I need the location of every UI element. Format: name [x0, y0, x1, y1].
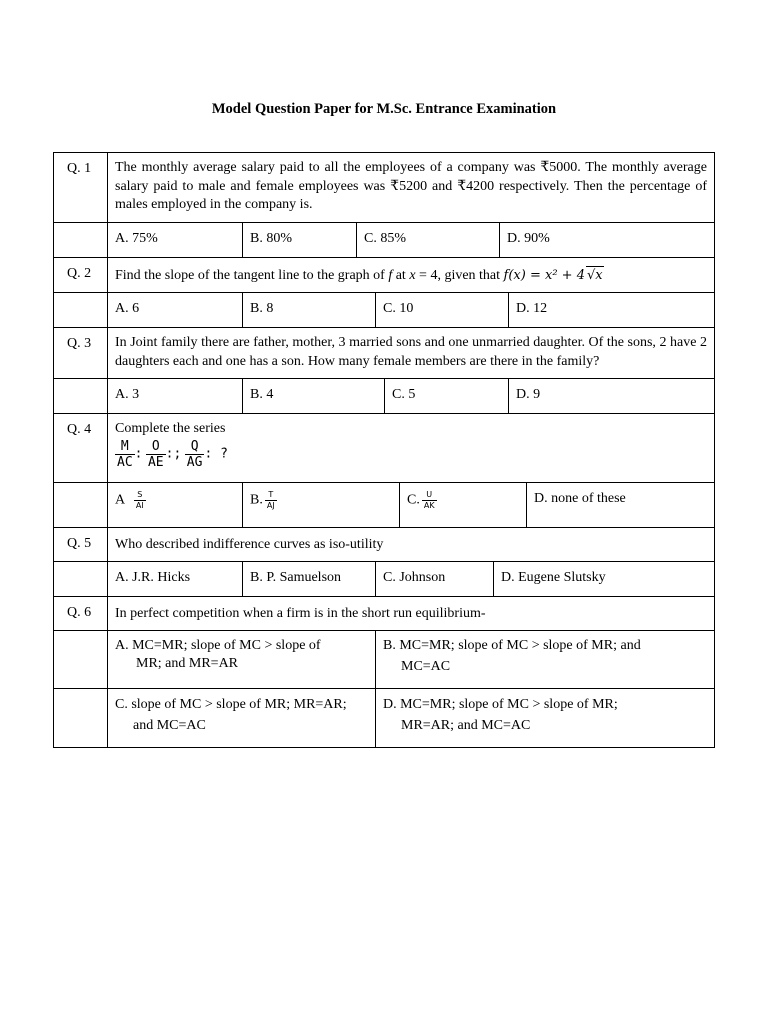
question-number: Q. 3	[54, 328, 108, 378]
options-row-2	[54, 292, 714, 327]
numerator: O	[151, 438, 160, 454]
option-fraction	[265, 490, 277, 511]
question-table	[53, 152, 715, 748]
separator: :	[134, 445, 143, 461]
page-title: Model Question Paper for M.Sc. Entrance Examination	[211, 101, 557, 117]
question-row-1	[54, 153, 714, 222]
denominator: AK	[423, 501, 435, 510]
question-text: Who described indifference curves as iso-utility	[115, 537, 384, 552]
empty-cell	[54, 483, 108, 527]
text-fragment: at	[392, 268, 410, 283]
question-text: The monthly average salary paid to all the employees of a company was ₹5000. The monthly average salary paid to male and female employees was ₹5200 and ₹4200 respectively. Then the percentage of males employed in the company is.	[115, 160, 707, 212]
question-text	[108, 258, 714, 292]
option-b[interactable]	[242, 483, 399, 527]
option-d[interactable]: D. none of these	[526, 483, 714, 527]
question-text: In perfect competition when a firm is in the short run equilibrium-	[115, 606, 486, 621]
question-row-3	[54, 327, 714, 378]
math-variable: x	[409, 268, 416, 283]
question-row-6	[54, 596, 714, 630]
option-c[interactable]	[108, 689, 375, 747]
math-variable: f	[388, 268, 393, 283]
option-fraction	[134, 490, 146, 511]
option-a[interactable]	[108, 483, 242, 527]
option-line: C. slope of MC > slope of MR; MR=AR;	[115, 697, 347, 712]
options-row-4	[54, 482, 714, 527]
option-label: A	[115, 492, 125, 508]
option-line: D. MC=MR; slope of MC > slope of MR;	[383, 697, 618, 712]
option-a[interactable]: A. 6	[115, 301, 140, 316]
empty-cell	[54, 293, 108, 327]
denominator: AG	[186, 454, 203, 470]
option-line: MC=AC	[401, 659, 451, 674]
series	[115, 439, 707, 470]
series-term-1	[115, 439, 135, 470]
question-text: In Joint family there are father, mother, 3 married sons and one unmarried daughter. Of the sons, 2 have 2 daughters each and one has a son. How many female members are there in the family?	[115, 335, 707, 369]
empty-cell	[54, 689, 108, 747]
radicand: x	[595, 268, 603, 283]
option-a[interactable]: A. J.R. Hicks	[115, 570, 191, 585]
question-row-2	[54, 257, 714, 292]
separator: :;	[165, 445, 182, 461]
question-number: Q. 5	[54, 528, 108, 561]
question-prompt: Complete the series	[115, 421, 226, 436]
option-label: B.	[250, 492, 263, 508]
series-term-3	[185, 439, 205, 470]
options-row-5	[54, 561, 714, 596]
series-term-2	[146, 439, 166, 470]
option-line: A. MC=MR; slope of MC > slope of	[115, 638, 321, 653]
numerator: S	[137, 490, 143, 499]
option-d[interactable]	[375, 689, 714, 747]
formula-lhs: f(x) = x² + 4	[503, 268, 585, 283]
option-a[interactable]: A. 3	[115, 387, 140, 402]
option-line: MR; and MR=AR	[136, 656, 239, 671]
empty-cell	[54, 379, 108, 413]
option-d[interactable]: D. Eugene Slutsky	[493, 562, 714, 596]
option-b[interactable]: B. 4	[242, 379, 384, 413]
options-row-6b	[54, 688, 714, 747]
option-d[interactable]: D. 9	[508, 379, 714, 413]
series-end: : ?	[204, 445, 228, 461]
option-c[interactable]: C. Johnson	[375, 562, 493, 596]
option-d[interactable]: D. 90%	[499, 223, 714, 257]
denominator: AE	[147, 454, 164, 470]
question-number: Q. 4	[54, 414, 108, 482]
text-fragment: = 4, given that	[415, 268, 504, 283]
option-c[interactable]: C. 10	[375, 293, 508, 327]
denominator: AJ	[266, 501, 275, 510]
option-a[interactable]	[108, 631, 375, 688]
empty-cell	[54, 631, 108, 688]
formula	[504, 268, 604, 283]
option-line: B. MC=MR; slope of MC > slope of MR; and	[383, 638, 641, 653]
option-fraction	[422, 490, 437, 511]
option-b[interactable]: B. 8	[242, 293, 375, 327]
option-line: MR=AR; and MC=AC	[401, 718, 531, 733]
option-label: C.	[407, 492, 420, 508]
denominator: AI	[135, 501, 144, 510]
option-d[interactable]: D. 12	[508, 293, 714, 327]
options-row-3	[54, 378, 714, 413]
question-row-5	[54, 527, 714, 561]
numerator: M	[120, 438, 129, 454]
option-a[interactable]: A. 75%	[115, 231, 158, 246]
empty-cell	[54, 562, 108, 596]
denominator: AC	[117, 454, 133, 470]
question-number: Q. 1	[54, 153, 108, 222]
sqrt-radicand: √x	[586, 266, 604, 286]
numerator: Q	[190, 438, 199, 454]
option-b[interactable]	[375, 631, 714, 688]
question-text	[108, 414, 714, 482]
option-c[interactable]: C. 85%	[356, 223, 499, 257]
options-row-6a	[54, 630, 714, 688]
numerator: U	[426, 490, 433, 499]
option-line: and MC=AC	[133, 718, 206, 733]
text-fragment: Find the slope of the tangent line to the graph of	[115, 268, 389, 283]
options-row-1	[54, 222, 714, 257]
option-b[interactable]: B. 80%	[242, 223, 356, 257]
empty-cell	[54, 223, 108, 257]
question-number: Q. 2	[54, 258, 108, 292]
option-c[interactable]	[399, 483, 526, 527]
question-row-4	[54, 413, 714, 482]
question-number: Q. 6	[54, 597, 108, 630]
option-b[interactable]: B. P. Samuelson	[242, 562, 375, 596]
option-c[interactable]: C. 5	[384, 379, 508, 413]
numerator: T	[268, 490, 274, 499]
